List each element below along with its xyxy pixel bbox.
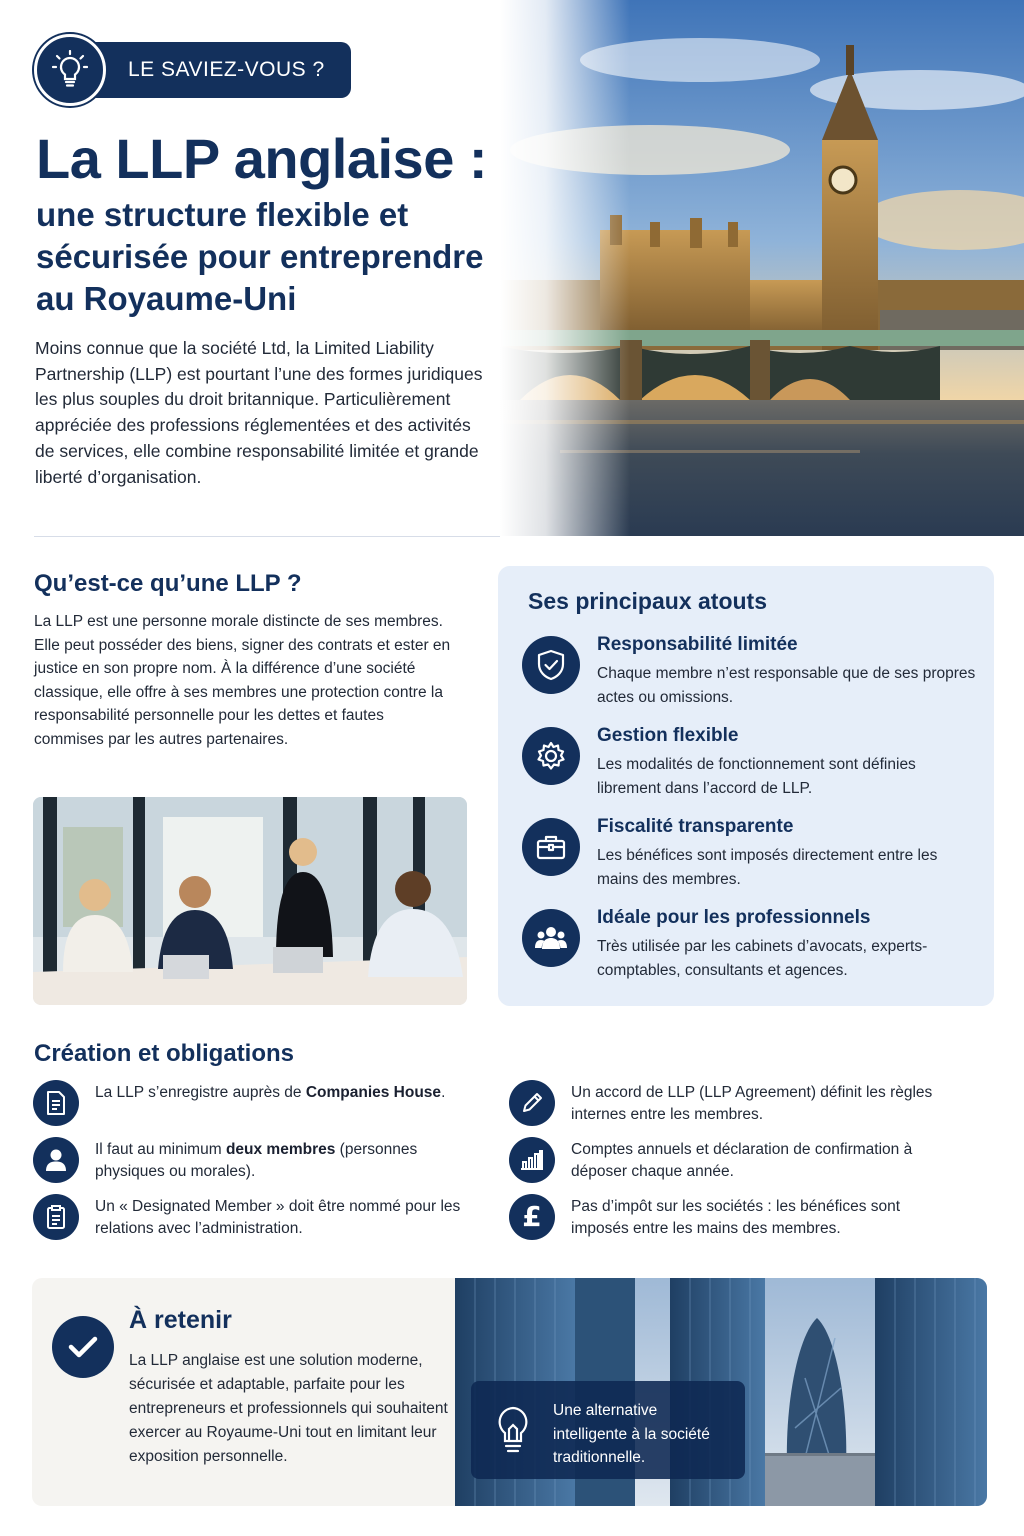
briefcase-icon xyxy=(522,818,580,876)
asset-title: Responsabilité limitée xyxy=(597,634,798,655)
takeaway-heading: À retenir xyxy=(129,1306,232,1334)
document-icon xyxy=(33,1080,79,1126)
intro-paragraph: Moins connue que la société Ltd, la Limited Liability Partnership (LLP) est pourtant l’une des formes juridiques les plus souples du droit britannique. Particulièrement appréciée des professions réglementées et des activités de services, elle combine responsabilité limitée et grande liberté d’organisation. xyxy=(35,338,483,487)
what-is-llp-heading: Qu’est-ce qu’une LLP ? xyxy=(34,570,302,597)
lightbulb-icon xyxy=(495,1405,531,1464)
asset-text: Les bénéfices sont imposés directement entre les mains des membres. xyxy=(597,847,938,888)
obligation-text: Pas d’impôt sur les sociétés : les bénéfices sont imposés entre les mains des membres. xyxy=(571,1198,901,1237)
asset-text: Très utilisée par les cabinets d’avocats, experts-comptables, consultants et agences. xyxy=(597,938,928,979)
person-icon xyxy=(33,1137,79,1183)
callout-text: Une alternative intelligente à la société traditionnelle. xyxy=(553,1402,710,1466)
callout-box xyxy=(471,1381,745,1479)
section-divider xyxy=(34,536,500,537)
asset-title: Gestion flexible xyxy=(597,725,739,746)
lightbulb-icon xyxy=(34,34,106,106)
obligation-text: La LLP s’enregistre auprès de Companies House. xyxy=(95,1084,446,1101)
asset-title: Fiscalité transparente xyxy=(597,816,794,837)
shield-check-icon xyxy=(522,636,580,694)
pen-icon xyxy=(509,1080,555,1126)
hero-fade xyxy=(500,0,630,536)
asset-text: Chaque membre n’est responsable que de ses propres actes ou omissions. xyxy=(597,665,976,706)
obligation-text: Comptes annuels et déclaration de confirmation à déposer chaque année. xyxy=(571,1141,913,1180)
key-takeaway-box xyxy=(32,1278,987,1506)
obligation-text: Il faut au minimum deux membres (personnes physiques ou morales). xyxy=(95,1141,418,1180)
checkmark-icon xyxy=(52,1316,114,1378)
creation-heading: Création et obligations xyxy=(34,1040,295,1067)
assets-panel xyxy=(498,566,994,1006)
clipboard-icon xyxy=(33,1194,79,1240)
badge-label: LE SAVIEZ-VOUS ? xyxy=(94,42,351,98)
page-subtitle: une structure flexible et sécurisée pour entreprendre au Royaume-Uni xyxy=(36,196,484,317)
what-is-llp-text: La LLP est une personne morale distincte de ses membres. Elle peut posséder des biens, signer des contrats et ester en justice en son propre nom. À la différence d’une société classique, elle offre à ses membres une protection contre la responsabilité personnelle pour les dettes et fautes commises par les autres partenaires. xyxy=(34,613,451,748)
people-icon xyxy=(522,909,580,967)
obligation-text: Un accord de LLP (LLP Agreement) définit les règles internes entre les membres. xyxy=(571,1084,933,1123)
page-title: La LLP anglaise : xyxy=(36,127,488,190)
asset-title: Idéale pour les professionnels xyxy=(597,907,871,928)
pound-icon: £ xyxy=(509,1194,555,1240)
takeaway-text: La LLP anglaise est une solution moderne, sécurisée et adaptable, parfaite pour les entrepreneurs et professionnels qui souhaitent exercer au Royaume-Uni tout en limitant leur exposition personnelle. xyxy=(129,1352,448,1465)
obligation-text: Un « Designated Member » doit être nommé pour les relations avec l’administration. xyxy=(95,1198,461,1237)
meeting-photo xyxy=(33,797,467,1005)
assets-heading: Ses principaux atouts xyxy=(528,588,768,614)
did-you-know-badge xyxy=(34,34,351,106)
bar-chart-icon xyxy=(509,1137,555,1183)
gear-icon xyxy=(522,727,580,785)
asset-text: Les modalités de fonctionnement sont définies librement dans l’accord de LLP. xyxy=(597,756,916,797)
